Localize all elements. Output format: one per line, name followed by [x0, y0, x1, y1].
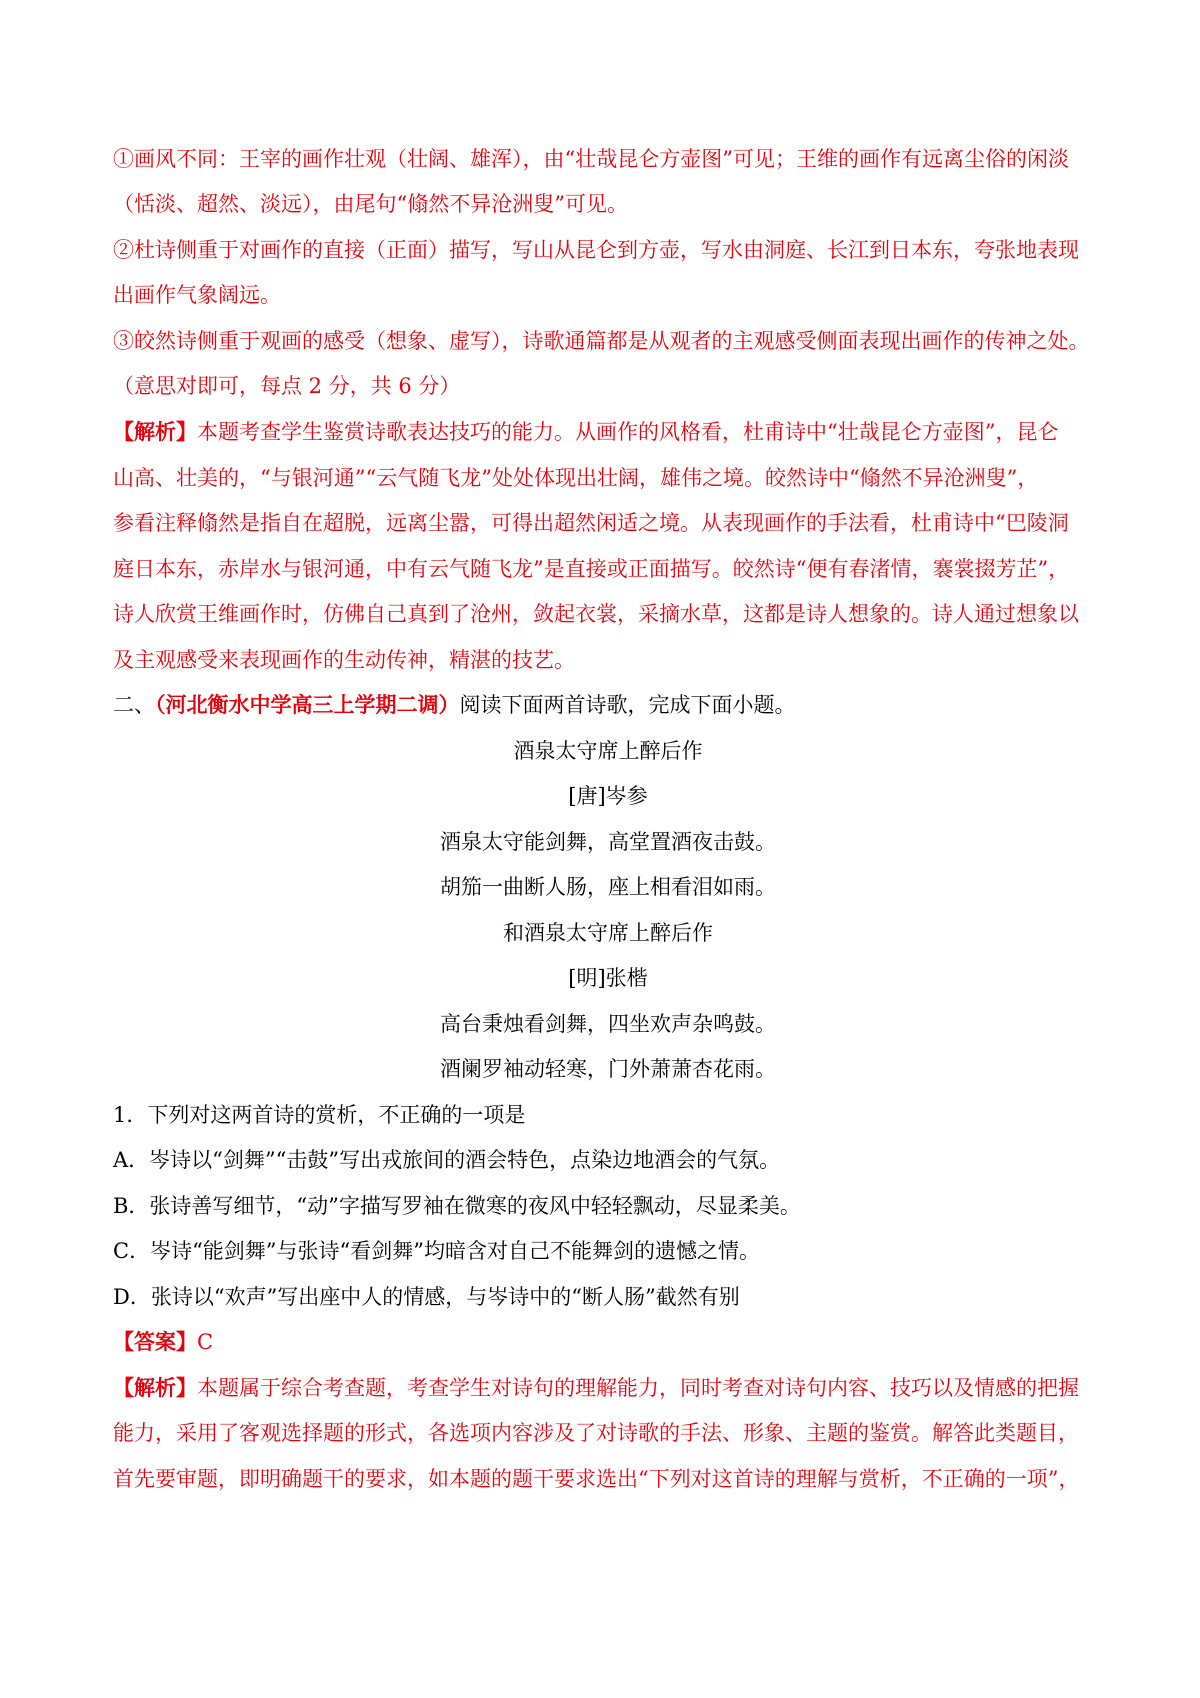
poem-1-line-1: 酒泉太守能剑舞，高堂置酒夜击鼓。 — [440, 830, 776, 854]
analysis-text: 本题考查学生鉴赏诗歌表达技巧的能力。从画作的风格看，杜甫诗中“壮哉昆仑方壶图”，昆仑 — [197, 420, 1059, 444]
question-number: 二、 — [113, 693, 155, 717]
answer-line-3: ②杜诗侧重于对画作的直接（正面）描写，写山从昆仑到方壶，写水由洞庭、长江到日本东，夸张地表现 — [113, 238, 1079, 262]
analysis-1-line-1 — [113, 420, 1103, 444]
answer-1 — [113, 1330, 1103, 1354]
analysis-text: 本题属于综合考查题，考查学生对诗句的理解能力，同时考查对诗句内容、技巧以及情感的把握 — [197, 1376, 1079, 1400]
analysis-1-line-2: 山高、壮美的，“与银河通”“云气随飞龙”处处体现出壮阔，雄伟之境。皎然诗中“翛然不异沧洲叟”， — [113, 466, 1039, 490]
analysis-1-line-4: 庭日本东，赤岸水与银河通，中有云气随飞龙”是直接或正面描写。皎然诗“便有春渚情，褰裳掇芳芷”， — [113, 557, 1070, 581]
question-source: （河北衡水中学高三上学期二调） — [155, 692, 460, 717]
analysis-1-line-3: 参看注释翛然是指自在超脱，远离尘嚣，可得出超然闲适之境。从表现画作的手法看，杜甫诗中“巴陵洞 — [113, 511, 1069, 535]
question-1-option-b: B．张诗善写细节，“动”字描写罗袖在微寒的夜风中轻轻飘动，尽显柔美。 — [113, 1194, 801, 1218]
question-1-option-c: C．岑诗“能剑舞”与张诗“看剑舞”均暗含对自己不能舞剑的遗憾之情。 — [113, 1239, 761, 1263]
question-1-option-d: D．张诗以“欢声”写出座中人的情感，与岑诗中的“断人肠”截然有别 — [113, 1285, 740, 1309]
analysis-label: 【解析】 — [113, 419, 197, 444]
answer-line-2: （恬淡、超然、淡远），由尾句“翛然不异沧洲叟”可见。 — [113, 192, 628, 216]
answer-line-6: （意思对即可，每点 2 分，共 6 分） — [113, 374, 461, 398]
question-1-stem: 1．下列对这两首诗的赏析，不正确的一项是 — [113, 1103, 526, 1127]
poem-1-line-2: 胡笳一曲断人肠，座上相看泪如雨。 — [440, 875, 776, 899]
poem-1-title: 酒泉太守席上醉后作 — [513, 739, 703, 763]
analysis-2-line-3: 首先要审题，即明确题干的要求，如本题的题干要求选出“下列对这首诗的理解与赏析，不正确的一项”， — [113, 1467, 1080, 1491]
answer-label: 【答案】 — [113, 1329, 197, 1354]
question-instruction: 阅读下面两首诗歌，完成下面小题。 — [459, 693, 796, 717]
poem-1-author: [唐]岑参 — [568, 784, 648, 808]
analysis-2-line-1 — [113, 1376, 1103, 1400]
answer-value: C — [197, 1330, 214, 1354]
poem-2-author: [明]张楷 — [568, 966, 648, 990]
answer-line-4: 出画作气象阔远。 — [113, 283, 281, 307]
answer-line-1: ①画风不同：王宰的画作壮观（壮阔、雄浑），由“壮哉昆仑方壶图”可见；王维的画作有远离尘俗的闲淡 — [113, 147, 1069, 171]
poem-2-line-1: 高台秉烛看剑舞，四坐欢声杂鸣鼓。 — [440, 1012, 776, 1036]
question-1-option-a: A．岑诗以“剑舞”“击鼓”写出戎旅间的酒会特色，点染边地酒会的气氛。 — [113, 1148, 781, 1172]
analysis-label: 【解析】 — [113, 1375, 197, 1400]
question-two-header — [113, 693, 1103, 717]
analysis-1-line-5: 诗人欣赏王维画作时，仿佛自己真到了沧州，敛起衣裳，采摘水草，这都是诗人想象的。诗人通过想象以 — [113, 602, 1079, 626]
poem-2-line-2: 酒阑罗袖动轻寒，门外萧萧杏花雨。 — [440, 1057, 776, 1081]
analysis-2-line-2: 能力，采用了客观选择题的形式，各选项内容涉及了对诗歌的手法、形象、主题的鉴赏。解答此类题目， — [113, 1421, 1079, 1445]
answer-line-5: ③皎然诗侧重于观画的感受（想象、虚写），诗歌通篇都是从观者的主观感受侧面表现出画作的传神之处。 — [113, 329, 1090, 353]
poem-2-title: 和酒泉太守席上醉后作 — [503, 921, 713, 945]
analysis-1-line-6: 及主观感受来表现画作的生动传神，精湛的技艺。 — [113, 648, 575, 672]
